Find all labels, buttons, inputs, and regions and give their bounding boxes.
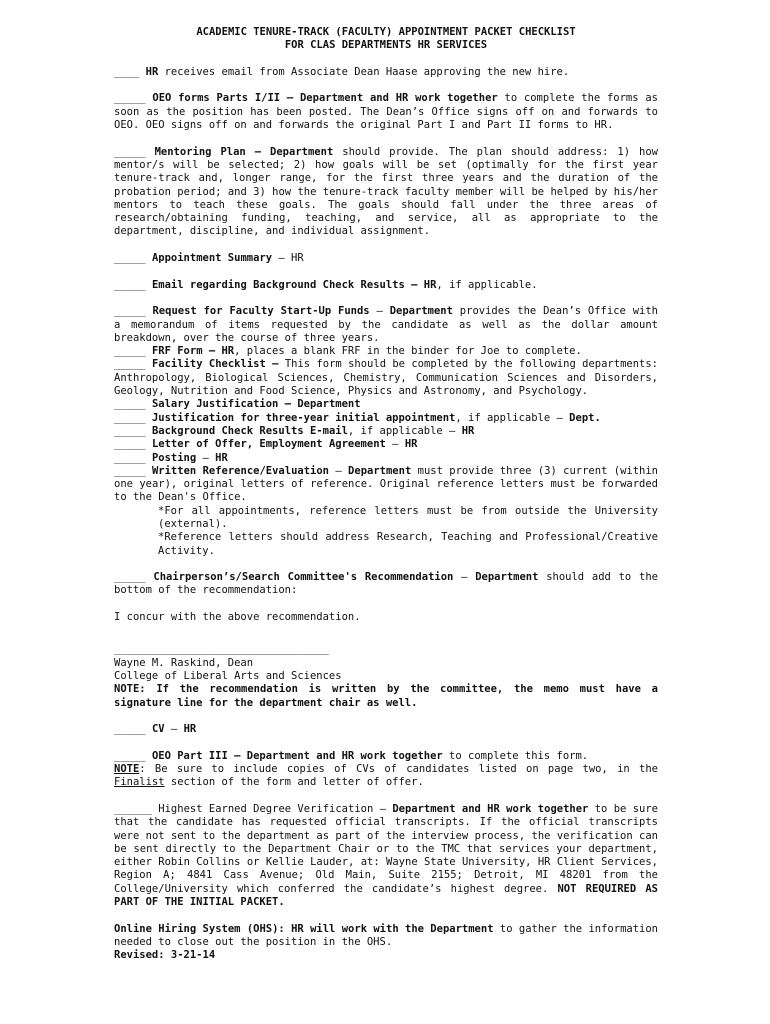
- checkbox-blank: ____: [114, 65, 140, 78]
- concur-statement: I concur with the above recommendation.: [114, 611, 361, 624]
- document-page: [114, 26, 658, 962]
- checkbox-blank: _____: [114, 358, 146, 371]
- signature-line: __________________________________: [114, 643, 329, 656]
- checklist-item-background-email: _____ Email regarding Background Check Results – HR, if applicable.: [114, 278, 538, 291]
- checklist-item-letter-of-offer: _____ Letter of Offer, Employment Agreement – HR: [114, 438, 418, 451]
- checkbox-blank: _____: [114, 345, 146, 358]
- checkbox-blank: _____: [114, 398, 146, 411]
- reference-note-external: *For all appointments, reference letters must be from outside the University (external).: [158, 504, 658, 530]
- online-hiring-system: Online Hiring System (OHS): HR will work with the Department to gather the information needed to close out the position in the OHS.: [114, 922, 658, 948]
- checklist-item-three-year-justification: _____ Justification for three-year initial appointment, if applicable – Dept.: [114, 411, 601, 424]
- checkbox-blank: _____: [114, 723, 146, 736]
- checklist-item-appointment-summary: _____ Appointment Summary – HR: [114, 252, 304, 265]
- checklist-item-salary-justification: _____ Salary Justification – Department: [114, 398, 361, 411]
- checklist-item-oeo-part3: _____ OEO Part III – Department and HR work together to complete this form.: [114, 749, 589, 762]
- checklist-item-facility-checklist: _____ Facility Checklist – This form should be completed by the following departments: Anthropology, Biological Sciences, Chemistry, Communication Sciences and Disorders, Geology, Nutrition and Food Science, Physics and Astronomy, and Psychology.: [114, 358, 659, 398]
- checklist-item-written-reference: _____ Written Reference/Evaluation – Department must provide three (3) current (within one year), original letters of reference. Original reference letters must be forwarded to the Dean's Office.: [114, 464, 658, 504]
- checklist-item-posting: _____ Posting – HR: [114, 451, 228, 464]
- checkbox-blank: _____: [114, 749, 146, 762]
- checklist-item-mentoring-plan: _____ Mentoring Plan – Department should provide. The plan should address: 1) how mentor/s will be selected; 2) how goals will be set (optimally for the first year tenure-track and, longer range, for the first three years and the duration of the probation period; and 3) how the tenure-track faculty member will be helped by his/her mentors to teach these goals. The goals should fall under the three areas of research/obtaining funding, teaching, and service, all as appropriate to the department, discipline, and individual assignment.: [114, 145, 658, 238]
- checkbox-blank: _____: [114, 305, 146, 318]
- revised-date: Revised: 3-21-14: [114, 949, 216, 962]
- checkbox-blank: _____: [114, 145, 146, 158]
- document-title-line1: ACADEMIC TENURE-TRACK (FACULTY) APPOINTMENT PACKET CHECKLIST: [196, 26, 576, 38]
- checkbox-blank: _____: [114, 411, 146, 424]
- checklist-item-oeo-forms: _____ OEO forms Parts I/II – Department and HR work together to complete the forms as soon as the position has been posted. The Dean’s Office signs off on and forwards to OEO. OEO signs off on and forwards the original Part I and Part II forms to HR.: [114, 92, 658, 132]
- checkbox-blank: _____: [114, 252, 146, 265]
- oeo-part3-note: NOTE: Be sure to include copies of CVs of candidates listed on page two, in the Finalist section of the form and letter of offer.: [114, 763, 658, 789]
- checkbox-blank: _____: [114, 278, 146, 291]
- checklist-item-startup-funds: _____ Request for Faculty Start-Up Funds – Department provides the Dean’s Office with a memorandum of items requested by the candidate as well as the dollar amount breakdown, over the course of three years.: [114, 305, 658, 344]
- checklist-item-cv: _____ CV – HR: [114, 723, 197, 736]
- checkbox-blank: _____: [114, 464, 146, 477]
- checklist-item-hr-email: ____ HR receives email from Associate Dean Haase approving the new hire.: [114, 65, 570, 78]
- reference-note-content: *Reference letters should address Research, Teaching and Professional/Creative Activity.: [158, 531, 658, 557]
- college-name: College of Liberal Arts and Sciences: [114, 669, 342, 682]
- dean-name: Wayne M. Raskind, Dean: [114, 656, 254, 669]
- checkbox-blank: _____: [114, 438, 146, 451]
- checklist-item-background-results: _____ Background Check Results E-mail, if applicable – HR: [114, 424, 475, 437]
- checkbox-blank: _____: [114, 451, 146, 464]
- checkbox-blank: ______: [114, 802, 152, 815]
- checklist-item-frf-form: _____ FRF Form – HR, places a blank FRF in the binder for Joe to complete.: [114, 345, 582, 358]
- signature-note: NOTE: If the recommendation is written by the committee, the memo must have a signature line for the department chair as well.: [114, 683, 658, 709]
- document-title-line2: FOR CLAS DEPARTMENTS HR SERVICES: [284, 39, 488, 52]
- checklist-item-chair-recommendation: _____ Chairperson’s/Search Committee's Recommendation – Department should add to the bottom of the recommendation:: [114, 571, 658, 597]
- checkbox-blank: _____: [114, 571, 146, 584]
- checkbox-blank: _____: [114, 92, 146, 105]
- checklist-item-degree-verification: ______ Highest Earned Degree Verification – Department and HR work together to be sure that the candidate has requested official transcripts. If the official transcripts were not sent to the department as part of the interview process, the verification can be sent directly to the Department Chair or to the TMC that services your department, either Robin Collins or Kellie Lauder, at: Wayne State University, HR Client Services, Region A; 4841 Cass Avenue; Old Main, Suite 2155; Detroit, MI 48201 from the College/University which conferred the candidate’s highest degree. NOT REQUIRED AS PART OF THE INITIAL PACKET.: [114, 802, 659, 908]
- checkbox-blank: _____: [114, 424, 146, 437]
